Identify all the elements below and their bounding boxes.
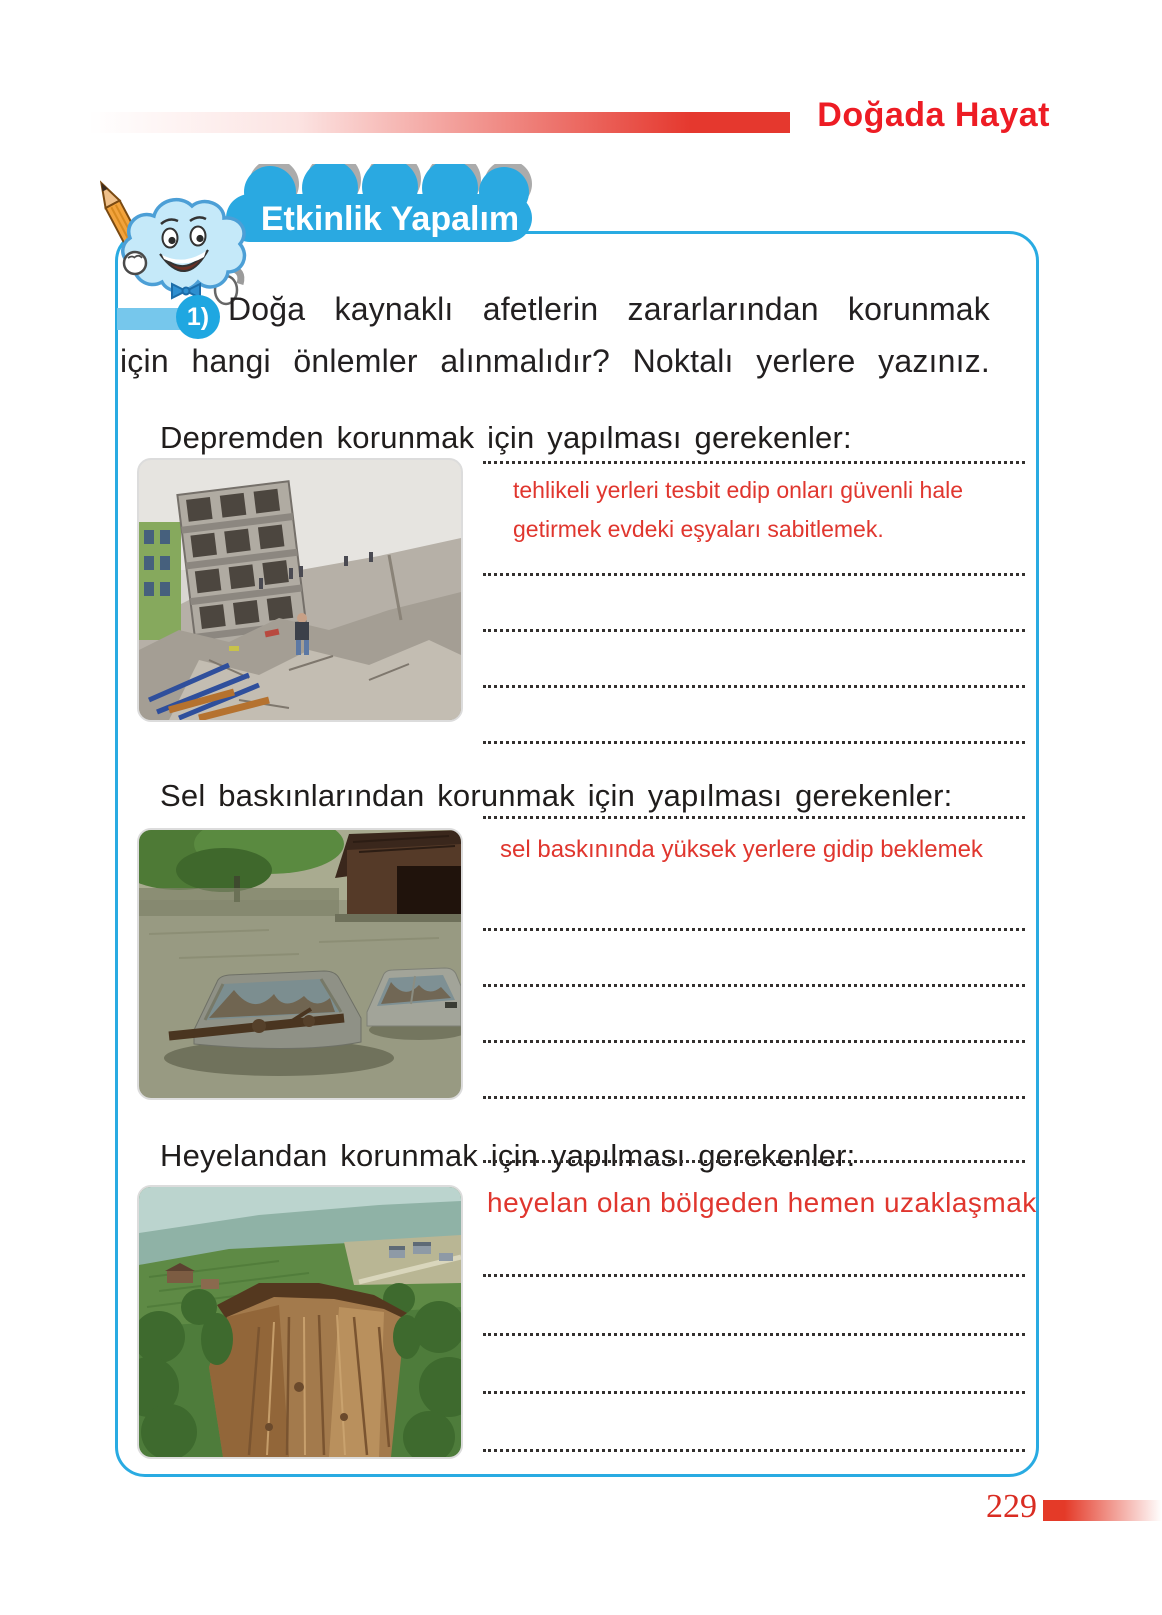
dotted-line (483, 1333, 1025, 1336)
dotted-line (483, 1160, 1025, 1163)
answer-lines-landslide (483, 1160, 1037, 1460)
answer-lines-earthquake (483, 461, 1025, 761)
earthquake-rubble-photo (137, 458, 463, 722)
question-text-line1: Doğa kaynaklı afetlerin zararlarından korunmak (228, 291, 990, 327)
page-number: 229 (986, 1488, 1037, 1525)
page-title: Doğada Hayat (817, 96, 1050, 134)
dotted-line (483, 629, 1025, 632)
dotted-line (483, 1391, 1025, 1394)
dotted-line (483, 984, 1025, 987)
dotted-line (483, 461, 1025, 464)
handwritten-answer-earthquake: tehlikeli yerleri tesbit edip onları güvenli hale getirmek evdeki eşyaları sabitlemek. (513, 477, 964, 542)
flooded-cars-photo (137, 828, 463, 1100)
section-heading-landslide: Heyelandan korunmak için yapılması gerekenler: (160, 1138, 856, 1173)
dotted-line (483, 1096, 1025, 1099)
dotted-line (483, 573, 1025, 576)
dotted-line (483, 1040, 1025, 1043)
banner-label: Etkinlik Yapalım (260, 200, 520, 238)
dotted-line (483, 1449, 1025, 1452)
question-text-line2: için hangi önlemler alınmalıdır? Noktalı yerlere yazınız. (120, 343, 990, 379)
activity-banner (222, 164, 542, 246)
section-heading-earthquake: Depremden korunmak için yapılması gerekenler: (160, 420, 852, 455)
landslide-hillside-photo (137, 1185, 463, 1459)
dotted-line (483, 1274, 1025, 1277)
handwritten-answer-landslide: heyelan olan bölgeden hemen uzaklaşmak (487, 1187, 1037, 1218)
dotted-line (483, 816, 1025, 819)
footer-rule (1043, 1500, 1162, 1521)
question-number-badge: 1) (176, 295, 220, 339)
dotted-line (483, 685, 1025, 688)
dotted-line (483, 741, 1025, 744)
handwritten-answer-flood: sel baskınında yüksek yerlere gidip beklemek (500, 836, 983, 863)
answer-lines-flood (483, 816, 1025, 1116)
dotted-line (483, 928, 1025, 931)
header-rule (88, 112, 790, 133)
section-heading-flood: Sel baskınlarından korunmak için yapılması gerekenler: (160, 778, 953, 813)
